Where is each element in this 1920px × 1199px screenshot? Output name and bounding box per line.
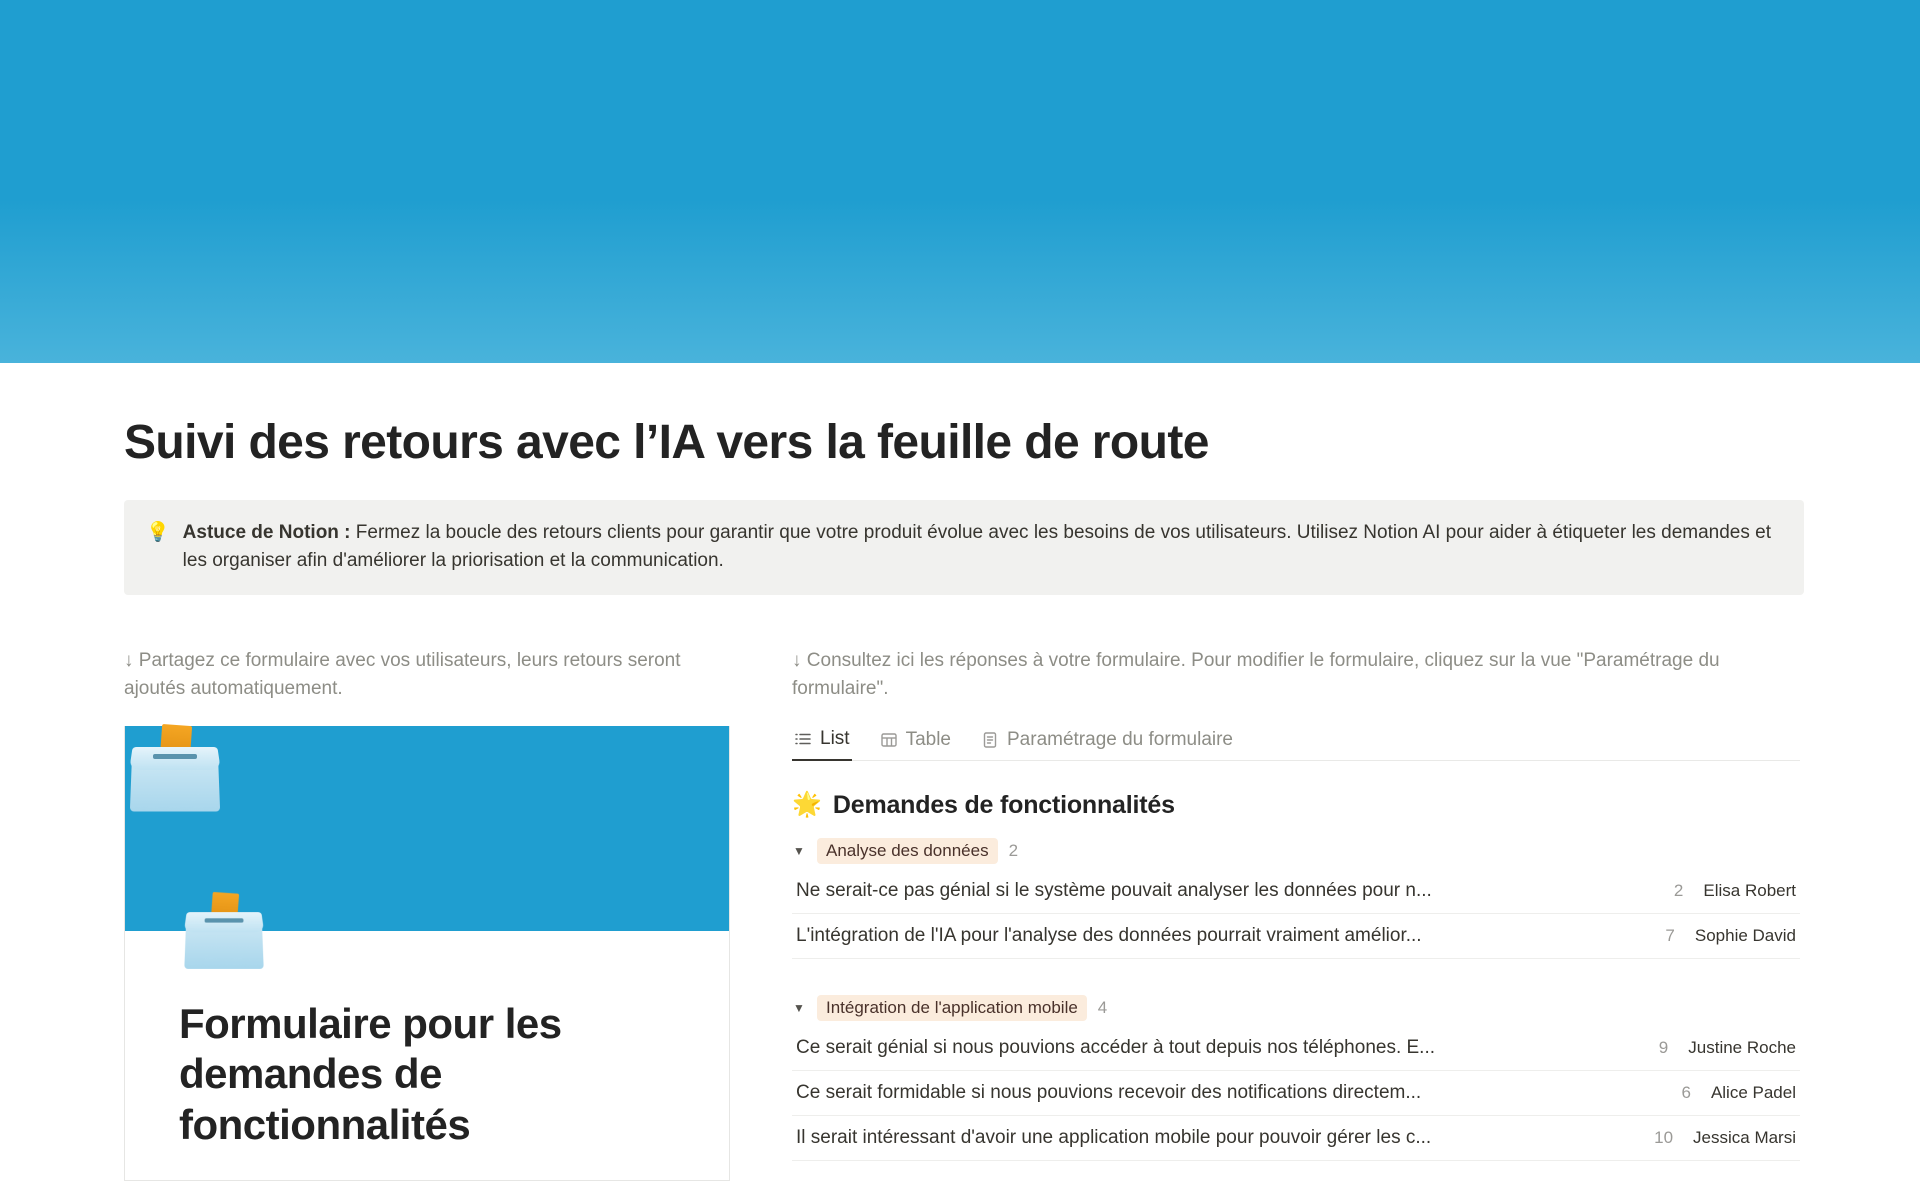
group-tag: Intégration de l'application mobile <box>817 995 1087 1021</box>
row-person: Jessica Marsi <box>1693 1127 1796 1147</box>
table-row[interactable] <box>792 914 1800 959</box>
tab-table[interactable] <box>878 727 953 760</box>
group-count: 4 <box>1097 997 1108 1017</box>
right-column <box>792 647 1800 1181</box>
tab-form-settings-label: Paramétrage du formulaire <box>1007 728 1233 750</box>
database-title[interactable] <box>792 791 1800 820</box>
page-title: Suivi des retours avec l’IA vers la feuille de route <box>124 416 1209 469</box>
tab-form-settings[interactable] <box>979 727 1235 760</box>
row-meta <box>1673 1083 1796 1103</box>
group-tag: Analyse des données <box>817 838 998 864</box>
table-row[interactable] <box>792 1071 1800 1116</box>
table-icon <box>880 731 898 749</box>
page-icon[interactable] <box>125 723 227 818</box>
row-meta <box>1650 1038 1796 1058</box>
row-person: Alice Padel <box>1710 1082 1796 1102</box>
star-icon: 🌟 <box>792 791 822 819</box>
row-meta <box>1657 926 1796 946</box>
row-title: Ne serait-ce pas génial si le système pouvait analyser les données pour n... <box>796 879 1432 901</box>
chevron-down-icon[interactable]: ▼ <box>793 1000 805 1015</box>
table-row[interactable] <box>792 869 1800 914</box>
right-column-hint: ↓ Consultez ici les réponses à votre formulaire. Pour modifier le formulaire, cliquez sur la vue "Paramétrage du formulaire". <box>792 649 1720 700</box>
row-person: Justine Roche <box>1688 1037 1796 1057</box>
ballot-box-icon <box>125 723 225 815</box>
database-group <box>792 838 1800 959</box>
tab-table-label: Table <box>905 728 951 750</box>
list-icon <box>794 730 812 748</box>
row-votes: 2 <box>1673 880 1684 900</box>
row-votes: 7 <box>1665 925 1675 945</box>
row-votes: 9 <box>1658 1037 1669 1057</box>
form-icon <box>981 731 999 749</box>
row-person: Elisa Robert <box>1703 880 1796 900</box>
form-preview-icon <box>180 891 268 973</box>
row-meta <box>1665 881 1796 901</box>
row-title: Ce serait formidable si nous pouvions recevoir des notifications directem... <box>796 1081 1422 1103</box>
left-column-hint: ↓ Partagez ce formulaire avec vos utilisateurs, leurs retours seront ajoutés automatiquement. <box>124 649 681 700</box>
row-title: Ce serait génial si nous pouvions accéder à tout depuis nos téléphones. E... <box>796 1036 1436 1058</box>
group-header[interactable] <box>792 838 1800 864</box>
form-preview-title: Formulaire pour les demandes de fonctionnalités <box>179 999 562 1148</box>
group-count: 2 <box>1008 840 1019 860</box>
tab-list-label: List <box>820 727 850 749</box>
tip-callout <box>124 500 1804 595</box>
group-header[interactable] <box>792 995 1800 1021</box>
page-cover <box>0 0 1920 363</box>
database-view-tabs <box>792 726 1800 761</box>
callout-body: Fermez la boucle des retours clients pour garantir que votre produit évolue avec les besoins de vos utilisateurs. Utilisez Notion AI pour aider à étiqueter les demandes et les organiser afin d'améliorer la priorisation et la communication. <box>182 521 1771 571</box>
row-title: L'intégration de l'IA pour l'analyse des données pourrait vraiment amélior... <box>796 924 1422 946</box>
row-votes: 6 <box>1681 1082 1691 1102</box>
lightbulb-icon: 💡 <box>146 521 170 543</box>
ballot-box-icon <box>180 891 268 972</box>
database-title-text: Demandes de fonctionnalités <box>832 790 1175 819</box>
tab-list[interactable] <box>792 726 852 761</box>
row-meta <box>1654 1128 1796 1148</box>
two-column-layout <box>124 647 1800 1181</box>
row-votes: 10 <box>1654 1127 1674 1147</box>
callout-text <box>183 519 1782 575</box>
chevron-down-icon[interactable]: ▼ <box>793 843 805 858</box>
row-person: Sophie David <box>1694 925 1796 945</box>
database-group <box>792 995 1800 1161</box>
row-title: Il serait intéressant d'avoir une application mobile pour pouvoir gérer les c... <box>796 1126 1432 1148</box>
table-row[interactable] <box>792 1116 1800 1161</box>
callout-label: Astuce de Notion : <box>182 521 351 543</box>
table-row[interactable] <box>792 1026 1800 1071</box>
